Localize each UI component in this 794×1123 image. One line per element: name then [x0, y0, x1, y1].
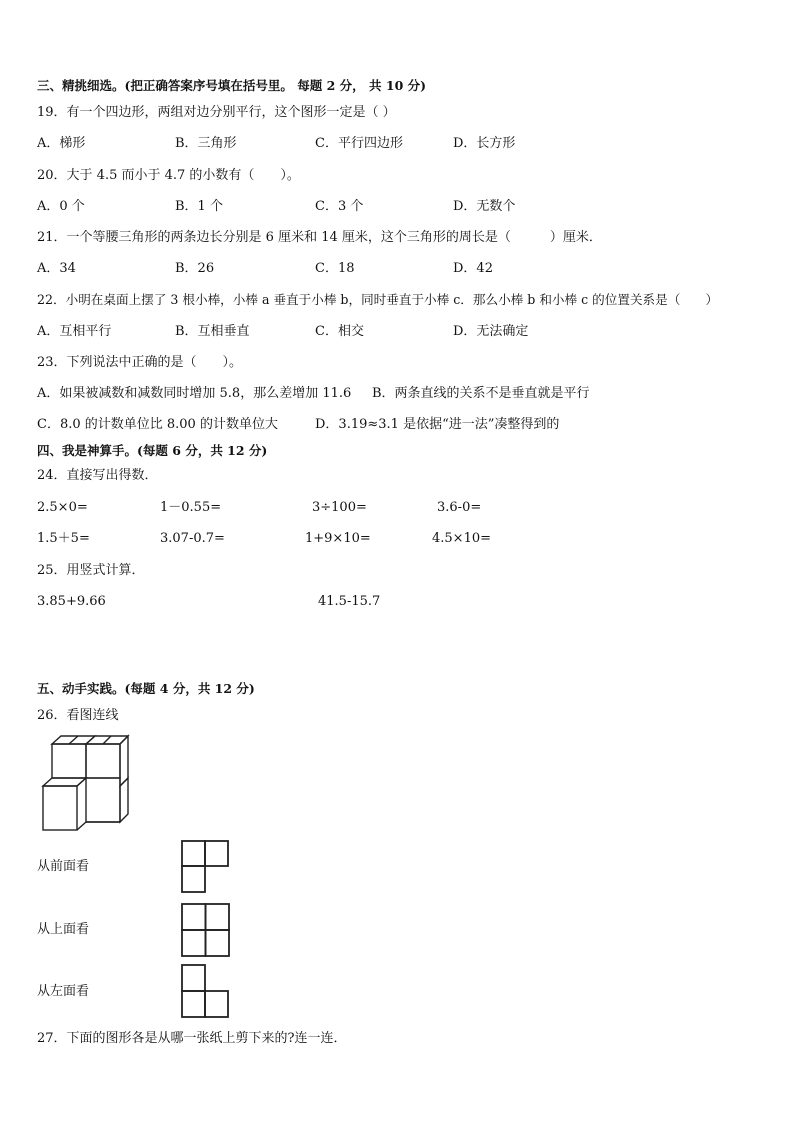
q24-item-6: 3.07-0.7= — [160, 531, 225, 546]
q21-option-d: D．42 — [453, 261, 493, 276]
q23-option-d: D．3.19≈3.1 是依据“进一法”凑整得到的 — [315, 417, 560, 432]
view-label-top: 从上面看 — [37, 922, 90, 937]
q24-item-1: 2.5×0= — [37, 500, 88, 515]
q22-option-d: D．无法确定 — [453, 324, 529, 339]
section4-header: 四、我是神算手。(每题 6 分，共 12 分) — [37, 443, 268, 458]
q22-stem: 22．小明在桌面上摆了 3 根小棒，小棒 a 垂直于小棒 b，同时垂直于小棒 c．那么小棒 b 和小棒 c 的位置关系是（ ） — [37, 292, 719, 307]
q27-stem: 27．下面的图形各是从哪一张纸上剪下来的?连一连． — [37, 1031, 347, 1046]
q24-item-8: 4.5×10= — [432, 531, 492, 546]
q25-item-1: 3.85+9.66 — [37, 594, 106, 609]
q22-option-b: B．互相垂直 — [175, 324, 250, 339]
q19-option-b: B．三角形 — [175, 136, 237, 151]
left-view-figure — [181, 964, 229, 1018]
q21-stem: 21．一个等腰三角形的两条边长分别是 6 厘米和 14 厘米，这个三角形的周长是（ ）厘米． — [37, 230, 602, 245]
q20-option-b: B．1 个 — [175, 199, 223, 214]
q24-item-2: 1－0.55= — [160, 500, 222, 515]
q19-option-c: C．平行四边形 — [315, 136, 403, 151]
q21-option-c: C．18 — [315, 261, 355, 276]
q23-stem: 23．下列说法中正确的是（ ）。 — [37, 355, 243, 370]
cube-solid-figure — [40, 735, 132, 831]
q19-option-d: D．长方形 — [453, 136, 516, 151]
view-label-left: 从左面看 — [37, 984, 90, 999]
q23-option-b: B．两条直线的关系不是垂直就是平行 — [372, 386, 590, 401]
section5-header: 五、动手实践。(每题 4 分，共 12 分) — [37, 681, 255, 696]
q24-stem: 24．直接写出得数． — [37, 468, 158, 483]
q21-option-b: B．26 — [175, 261, 215, 276]
q24-item-5: 1.5＋5= — [37, 531, 90, 546]
front-view-figure — [181, 840, 229, 893]
q24-item-4: 3.6-0= — [437, 500, 482, 515]
q23-option-c: C．8.0 的计数单位比 8.00 的计数单位大 — [37, 417, 278, 432]
q24-item-3: 3÷100= — [312, 500, 367, 515]
q24-item-7: 1+9×10= — [305, 531, 371, 546]
q21-option-a: A．34 — [37, 261, 76, 276]
top-view-figure — [181, 903, 230, 957]
q22-option-c: C．相交 — [315, 324, 364, 339]
q20-option-d: D．无数个 — [453, 199, 516, 214]
section3-header: 三、精挑细选。(把正确答案序号填在括号里。 每题 2 分， 共 10 分) — [37, 78, 427, 93]
q20-option-c: C．3 个 — [315, 199, 364, 214]
q20-stem: 20．大于 4.5 而小于 4.7 的小数有（ ）。 — [37, 168, 300, 183]
q19-option-a: A．梯形 — [37, 136, 86, 151]
q19-stem: 19．有一个四边形，两组对边分别平行，这个图形一定是（ ） — [37, 105, 396, 120]
q26-stem: 26．看图连线 — [37, 708, 119, 723]
q20-option-a: A．0 个 — [37, 199, 85, 214]
q25-stem: 25．用竖式计算． — [37, 563, 145, 578]
view-label-front: 从前面看 — [37, 859, 90, 874]
q25-item-2: 41.5-15.7 — [318, 594, 381, 609]
q22-option-a: A．互相平行 — [37, 324, 112, 339]
q23-option-a: A．如果被减数和减数同时增加 5.8，那么差增加 11.6 — [37, 386, 352, 401]
